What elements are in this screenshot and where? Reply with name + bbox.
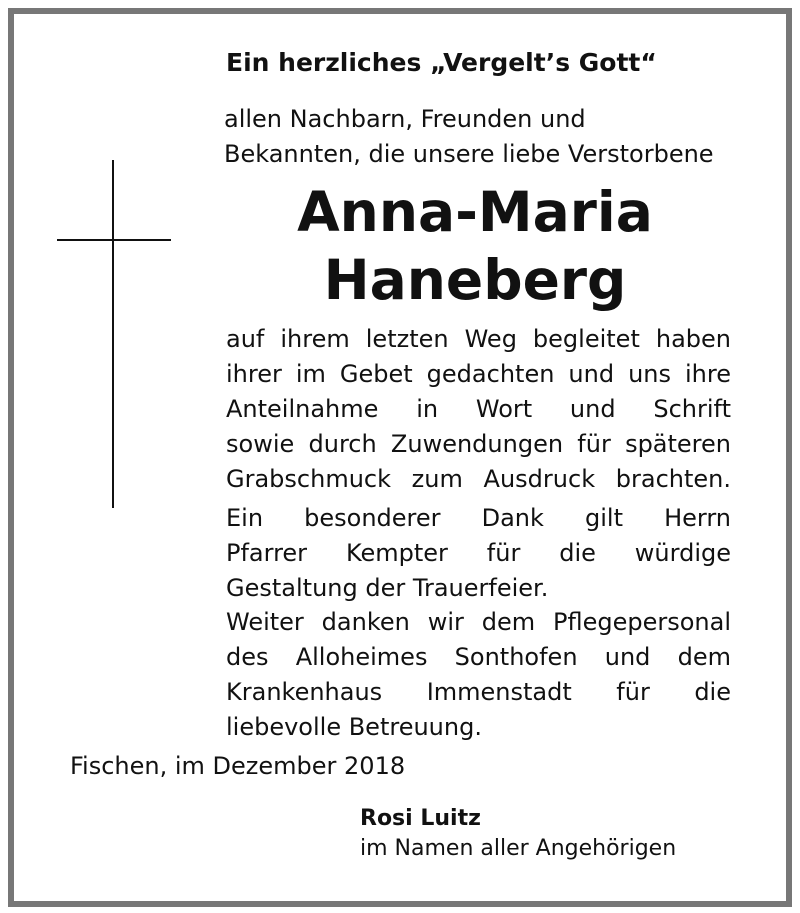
paragraph-line: Gestaltung der Trauerfeier.	[226, 574, 549, 602]
thanks-paragraph-3	[226, 605, 731, 745]
signer-name: Rosi Luitz	[360, 806, 481, 831]
intro-line: allen Nachbarn, Freunden und	[224, 105, 586, 133]
place-date: Fischen, im Dezember 2018	[70, 752, 406, 780]
intro-line: Bekannten, die unsere liebe Verstorbene	[224, 140, 714, 168]
paragraph-line: Pfarrer Kempter für die würdige	[226, 539, 731, 567]
paragraph-line: Weiter danken wir dem Pflegepersonal	[226, 608, 731, 636]
paragraph-line: Grabschmuck zum Ausdruck brachten.	[226, 465, 731, 493]
paragraph-line: ihrer im Gebet gedachten und uns ihre	[226, 360, 731, 388]
notice-headline: Ein herzliches „Vergelt’s Gott“	[226, 48, 657, 77]
thanks-paragraph-1	[226, 322, 731, 497]
paragraph-line: liebevolle Betreuung.	[226, 713, 482, 741]
cross-vertical-bar	[112, 160, 114, 508]
paragraph-line: sowie durch Zuwendungen für späteren	[226, 430, 731, 458]
thanks-paragraph-2	[226, 501, 731, 606]
cross-horizontal-bar	[57, 239, 171, 241]
deceased-first-name: Anna-Maria	[297, 180, 653, 244]
deceased-last-name: Haneberg	[323, 248, 627, 312]
signer-subtitle: im Namen aller Angehörigen	[360, 836, 677, 861]
paragraph-line: Ein besonderer Dank gilt Herrn	[226, 504, 731, 532]
paragraph-line: auf ihrem letzten Weg begleitet haben	[226, 325, 731, 353]
paragraph-line: des Alloheimes Sonthofen und dem	[226, 643, 731, 671]
intro-text	[224, 102, 734, 172]
paragraph-line: Anteilnahme in Wort und Schrift	[226, 395, 731, 423]
paragraph-line: Krankenhaus Immenstadt für die	[226, 678, 731, 706]
